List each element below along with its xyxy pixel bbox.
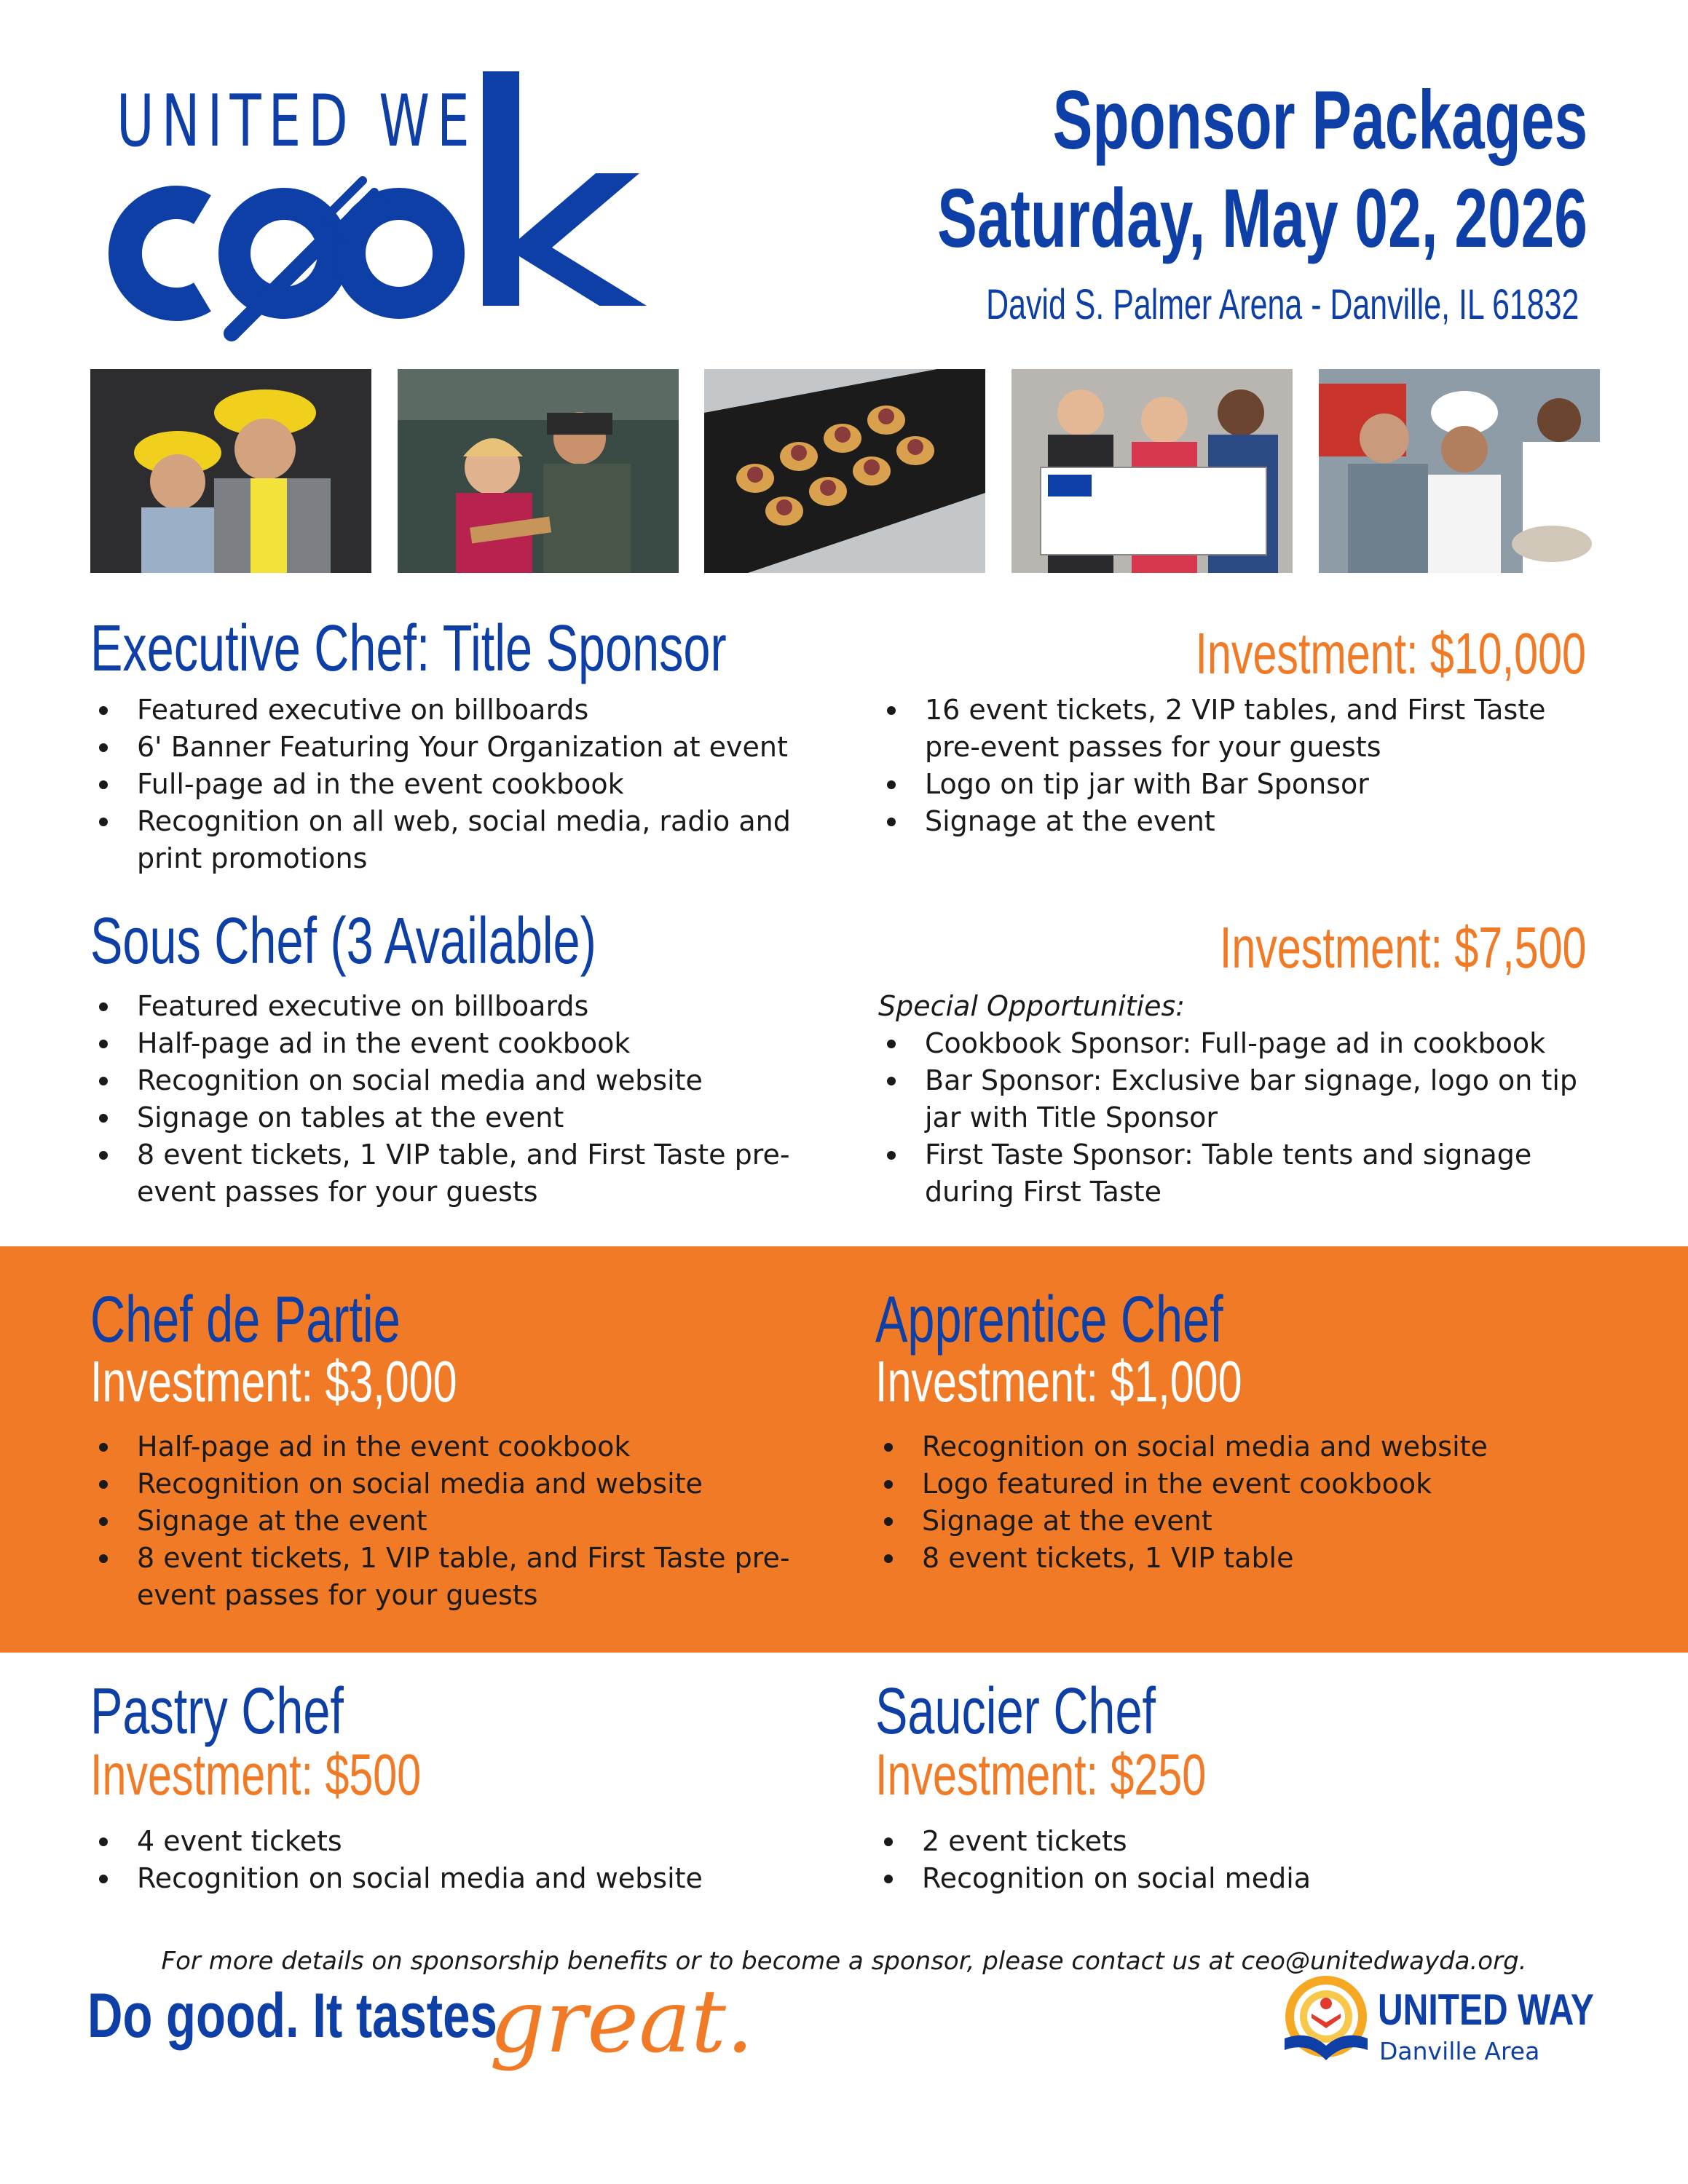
united-way-name: UNITED WAY [1378,1985,1594,2034]
list-item: Logo on tip jar with Bar Sponsor [880,766,1601,803]
photo-4 [1011,369,1293,573]
list-item: 8 event tickets, 1 VIP table, and First Taste pre-event passes for your guests [92,1540,791,1614]
photo-3 [704,369,985,573]
list-item: Signage at the event [92,1503,791,1540]
list-item: Recognition on social media and website [877,1428,1598,1465]
svg-text:COOK: COOK [93,55,127,68]
tagline-main: Do good. It tastes [87,1981,497,2051]
saucier-benefits [877,1823,1598,1897]
saucier-investment: Investment: $250 [875,1742,1207,1807]
list-item: Signage on tables at the event [92,1099,791,1136]
list-item: Bar Sponsor: Exclusive bar signage, logo on tip jar with Title Sponsor [880,1062,1601,1136]
executive-benefits-right [880,692,1601,840]
executive-title: Executive Chef: Title Sponsor [90,612,727,685]
list-item: Featured executive on billboards [92,988,791,1025]
list-item: 8 event tickets, 1 VIP table [877,1540,1598,1577]
united-we-cook-logo [93,55,690,342]
list-item: 16 event tickets, 2 VIP tables, and First Taste pre-event passes for your guests [880,692,1601,766]
list-item: First Taste Sponsor: Table tents and signage during First Taste [880,1136,1601,1211]
photo-two-men-in-flower-hats-icon [90,369,371,573]
pastry-investment: Investment: $500 [90,1742,422,1807]
saucier-title: Saucier Chef [875,1675,1156,1748]
apprentice-benefits [877,1428,1598,1577]
executive-investment: Investment: $10,000 [1195,621,1586,686]
photo-check-presentation-icon [1011,369,1293,573]
list-item: Signage at the event [880,803,1601,840]
list-item: Cookbook Sponsor: Full-page ad in cookbook [880,1025,1601,1062]
united-way-area: Danville Area [1379,2037,1540,2065]
list-item: Signage at the event [877,1503,1598,1540]
apprentice-investment: Investment: $1,000 [875,1349,1242,1414]
sous-title: Sous Chef (3 Available) [90,905,596,978]
logo-united-we: UNITED WE [117,80,477,163]
list-item: 2 event tickets [877,1823,1598,1860]
list-item: 4 event tickets [92,1823,791,1860]
executive-benefits-left [92,692,791,877]
special-opportunities-label: Special Opportunities: [878,990,1186,1022]
united-way-logo-icon [1279,1971,1373,2066]
list-item: Half-page ad in the event cookbook [92,1025,791,1062]
list-item: 6' Banner Featuring Your Organization at event [92,729,791,766]
partie-investment: Investment: $3,000 [90,1349,457,1414]
list-item: Full-page ad in the event cookbook [92,766,791,803]
list-item: Half-page ad in the event cookbook [92,1428,791,1465]
list-item: Logo featured in the event cookbook [877,1465,1598,1503]
apprentice-title: Apprentice Chef [875,1283,1223,1356]
list-item: Recognition on social media and website [92,1062,791,1099]
list-item: Recognition on social media [877,1860,1598,1897]
photo-5 [1319,369,1600,573]
list-item: Recognition on all web, social media, radio and print promotions [92,803,791,877]
list-item: 8 event tickets, 1 VIP table, and First Taste pre-event passes for your guests [92,1136,791,1211]
photo-chefs-serving-food-icon [1319,369,1600,573]
logo-cook-wordmark [93,55,690,342]
sous-investment: Investment: $7,500 [1219,915,1586,980]
partie-title: Chef de Partie [90,1283,401,1356]
pastry-benefits [92,1823,791,1897]
list-item: Recognition on social media and website [92,1465,791,1503]
photo-1 [90,369,371,573]
contact-note: For more details on sponsorship benefits or to become a sponsor, please contact us at ceo@unitedwayda.org. [161,1947,1527,1976]
special-opportunities-list [880,1025,1601,1211]
list-item: Recognition on social media and website [92,1860,791,1897]
photo-appetizers-on-tray-icon [704,369,985,573]
page-title: Sponsor Packages [1052,74,1588,167]
event-date: Saturday, May 02, 2026 [937,173,1588,265]
pastry-title: Pastry Chef [90,1675,344,1748]
photo-woman-and-chef-with-board-icon [398,369,679,573]
sous-benefits-left [92,988,791,1211]
event-venue: David S. Palmer Arena - Danville, IL 61832 [985,281,1579,328]
photo-2 [398,369,679,573]
list-item: Featured executive on billboards [92,692,791,729]
partie-benefits [92,1428,791,1614]
tagline-accent: great. [489,1971,754,2073]
